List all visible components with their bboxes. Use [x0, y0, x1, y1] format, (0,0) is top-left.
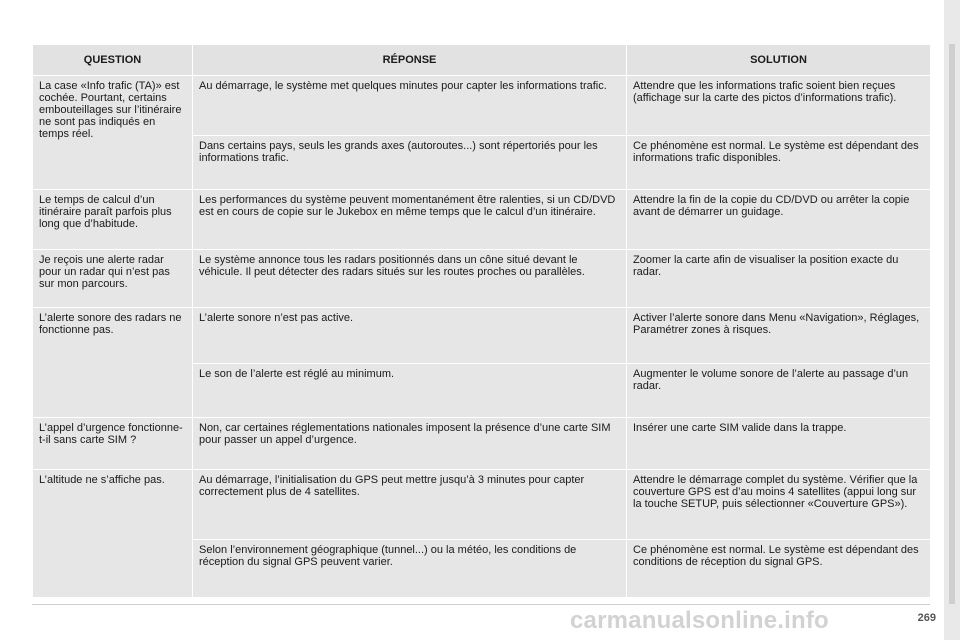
- answer-cell: Les performances du système peuvent momentanément être ralenties, si un CD/DVD est en cours de copie sur le Jukebox en même temps que le calcul d’un itinéraire.: [193, 190, 627, 250]
- watermark-text: carmanualsonline.info: [570, 607, 829, 634]
- answer-cell: L’alerte sonore n’est pas active.: [193, 308, 627, 364]
- solution-cell: Attendre que les informations trafic soient bien reçues (affichage sur la carte des pictos d’informations trafic).: [627, 76, 931, 136]
- question-cell: L’altitude ne s’affiche pas.: [33, 470, 193, 598]
- table-row: [33, 76, 931, 136]
- header-question: QUESTION: [33, 45, 193, 76]
- answer-cell: Le son de l’alerte est réglé au minimum.: [193, 364, 627, 418]
- table-header-row: [33, 45, 931, 76]
- table-row: [33, 418, 931, 470]
- faq-table: [32, 44, 931, 598]
- answer-cell: Dans certains pays, seuls les grands axes (autoroutes...) sont répertoriés pour les informations trafic.: [193, 136, 627, 190]
- question-cell: Le temps de calcul d’un itinéraire paraît parfois plus long que d’habitude.: [33, 190, 193, 250]
- table-row: [33, 190, 931, 250]
- answer-cell: Au démarrage, le système met quelques minutes pour capter les informations trafic.: [193, 76, 627, 136]
- solution-cell: Ce phénomène est normal. Le système est dépendant des conditions de réception du signal GPS.: [627, 540, 931, 598]
- bottom-rule: [32, 604, 930, 605]
- solution-cell: Attendre le démarrage complet du système. Vérifier que la couverture GPS est d’au moins 4 satellites (appui long sur la touche SETUP, puis sélectionner «Couverture GPS»).: [627, 470, 931, 540]
- table-row: [33, 250, 931, 308]
- answer-cell: Le système annonce tous les radars positionnés dans un cône situé devant le véhicule. Il peut détecter des radars situés sur les routes proches ou parallèles.: [193, 250, 627, 308]
- question-cell: L’alerte sonore des radars ne fonctionne pas.: [33, 308, 193, 418]
- scroll-bar[interactable]: [949, 44, 955, 604]
- answer-cell: Au démarrage, l’initialisation du GPS peut mettre jusqu’à 3 minutes pour capter correctement plus de 4 satellites.: [193, 470, 627, 540]
- page-number: 269: [917, 612, 936, 624]
- header-solution: SOLUTION: [627, 45, 931, 76]
- question-cell: L’appel d’urgence fonctionne-t-il sans carte SIM ?: [33, 418, 193, 470]
- solution-cell: Zoomer la carte afin de visualiser la position exacte du radar.: [627, 250, 931, 308]
- table-row: [33, 308, 931, 364]
- solution-cell: Insérer une carte SIM valide dans la trappe.: [627, 418, 931, 470]
- solution-cell: Activer l’alerte sonore dans Menu «Navigation», Réglages, Paramétrer zones à risques.: [627, 308, 931, 364]
- solution-cell: Augmenter le volume sonore de l’alerte au passage d’un radar.: [627, 364, 931, 418]
- answer-cell: Non, car certaines réglementations nationales imposent la présence d’une carte SIM pour passer un appel d’urgence.: [193, 418, 627, 470]
- question-cell: La case «Info trafic (TA)» est cochée. Pourtant, certains embouteillages sur l’itinéraire ne sont pas indiqués en temps réel.: [33, 76, 193, 190]
- question-cell: Je reçois une alerte radar pour un radar qui n’est pas sur mon parcours.: [33, 250, 193, 308]
- answer-cell: Selon l’environnement géographique (tunnel...) ou la météo, les conditions de réception du signal GPS peuvent varier.: [193, 540, 627, 598]
- solution-cell: Attendre la fin de la copie du CD/DVD ou arrêter la copie avant de démarrer un guidage.: [627, 190, 931, 250]
- header-answer: RÉPONSE: [193, 45, 627, 76]
- table-row: [33, 470, 931, 540]
- solution-cell: Ce phénomène est normal. Le système est dépendant des informations trafic disponibles.: [627, 136, 931, 190]
